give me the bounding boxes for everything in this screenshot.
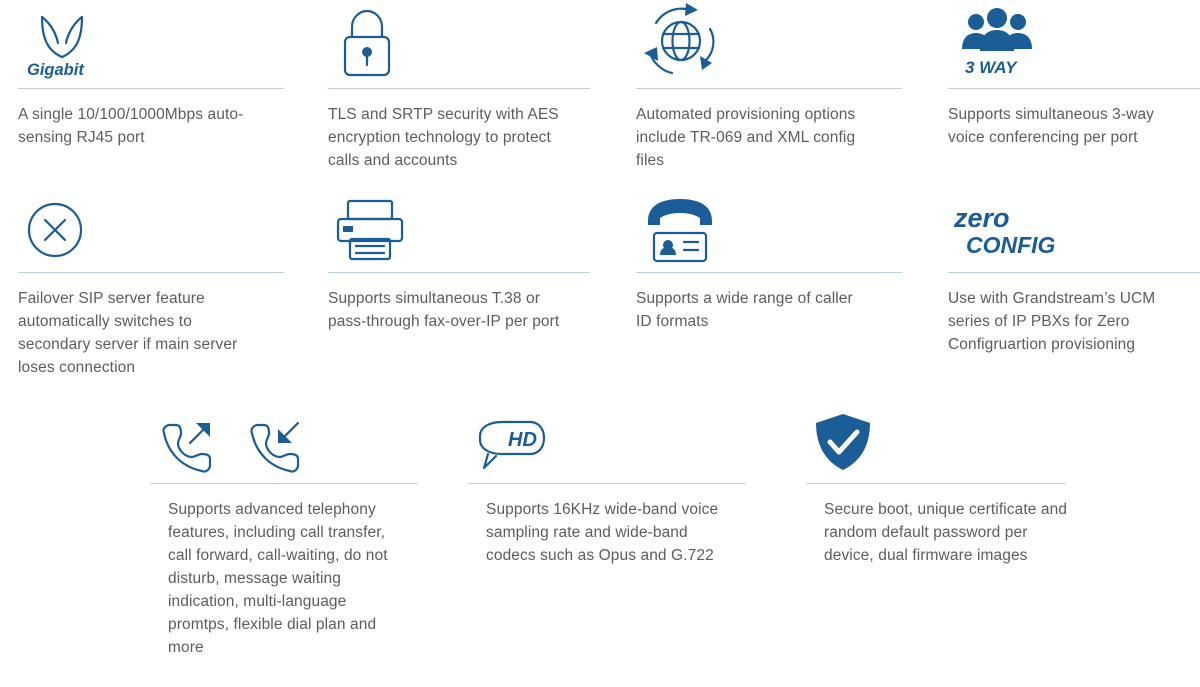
- feature-card-three-way-conferencing: [922, 0, 1200, 172]
- shield-check-icon: [806, 409, 1106, 483]
- feature-text: Supports advanced telephony features, including call transfer, call forward, call-waiting, do not disturb, message waiting indication, multi-language promtps, flexible dial plan and more: [168, 501, 388, 656]
- feature-card-fax-over-ip: [302, 198, 610, 379]
- feature-text: Supports 16KHz wide-band voice sampling rate and wide-band codecs such as Opus and G.722: [486, 501, 719, 564]
- svg-text:CONFIG: CONFIG: [966, 232, 1056, 258]
- x-circle-icon: [18, 198, 302, 272]
- svg-text:HD: HD: [508, 429, 537, 451]
- feature-card-tls-srtp-security: [302, 0, 610, 172]
- feature-text: Failover SIP server feature automatically switches to secondary server if main server loses connection: [18, 290, 238, 376]
- fax-printer-icon: [328, 198, 610, 272]
- zero-config-icon: [948, 198, 1200, 272]
- telephone-card-icon: [636, 198, 922, 272]
- svg-text:3 WAY: 3 WAY: [965, 58, 1017, 77]
- svg-text:zero: zero: [954, 203, 1010, 233]
- feature-text: TLS and SRTP security with AES encryption technology to protect calls and accounts: [328, 106, 559, 169]
- gigabit-icon: [18, 0, 302, 88]
- feature-text: A single 10/100/1000Mbps auto-sensing RJ45 port: [18, 106, 244, 146]
- padlock-icon: [328, 0, 610, 88]
- feature-card-zero-config: [922, 198, 1200, 379]
- feature-text: Automated provisioning options include TR-069 and XML config files: [636, 106, 856, 169]
- globe-arrows-icon: [636, 0, 922, 88]
- three-way-people-icon: [948, 0, 1200, 88]
- feature-text: Secure boot, unique certificate and random default password per device, dual firmware images: [824, 501, 1068, 564]
- feature-card-secure-boot: [806, 409, 1106, 659]
- svg-text:Gigabit: Gigabit: [27, 61, 84, 79]
- feature-card-caller-id-formats: [610, 198, 922, 379]
- feature-card-failover-sip-server: [0, 198, 302, 379]
- feature-text: Supports a wide range of caller ID formats: [636, 290, 853, 330]
- feature-card-gigabit-port: [0, 0, 302, 172]
- feature-text: Supports simultaneous T.38 or pass-through fax-over-IP per port: [328, 290, 560, 330]
- call-transfer-icon: [150, 409, 468, 483]
- feature-card-advanced-telephony: [150, 409, 468, 659]
- feature-text: Supports simultaneous 3-way voice conferencing per port: [948, 106, 1155, 146]
- feature-card-hd-voice: [468, 409, 806, 659]
- feature-row-3: [0, 409, 1200, 659]
- feature-text: Use with Grandstream’s UCM series of IP PBXs for Zero Configruartion provisioning: [948, 290, 1156, 353]
- feature-row-1: [0, 0, 1200, 172]
- hd-speaker-icon: [468, 409, 806, 483]
- feature-card-automated-provisioning: [610, 0, 922, 172]
- feature-row-2: [0, 198, 1200, 379]
